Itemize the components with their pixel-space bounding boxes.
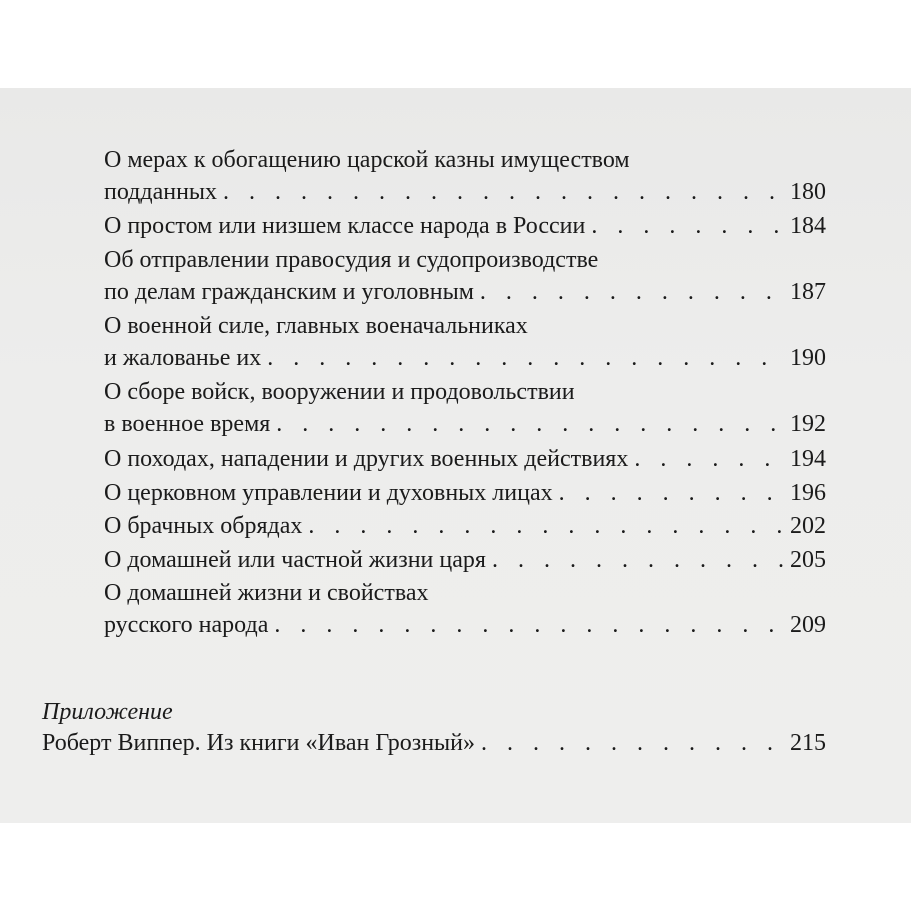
toc-page-number: 190 xyxy=(790,345,826,371)
toc-entry-line: О домашней жизни и свойствах xyxy=(104,580,429,606)
toc-entry-leader xyxy=(104,176,826,208)
dot-leader xyxy=(475,730,786,757)
toc-entry-leader xyxy=(104,477,826,509)
dot-leader xyxy=(217,176,786,208)
toc-entry xyxy=(104,443,826,475)
toc-entry-title: О походах, нападении и других военных действиях xyxy=(104,446,629,472)
toc-page-number: 202 xyxy=(790,513,826,539)
toc-page-number: 184 xyxy=(790,213,826,239)
toc-entry xyxy=(104,510,826,542)
toc-entry-leader xyxy=(42,730,826,762)
toc-entry-title: О брачных обрядах xyxy=(104,513,303,539)
dot-leader xyxy=(302,510,786,542)
toc-page-number: 215 xyxy=(790,730,826,756)
dot-leader xyxy=(585,210,786,242)
dot-leader xyxy=(486,544,786,576)
toc-entry-leader xyxy=(104,408,826,440)
dot-leader xyxy=(474,276,786,308)
toc-page-number: 209 xyxy=(790,612,826,638)
toc-entry-leader xyxy=(104,443,826,475)
toc-entry-title: русского народа xyxy=(104,612,269,638)
toc-entry-title: О церковном управлении и духовных лицах xyxy=(104,480,553,506)
toc-page-number: 192 xyxy=(790,411,826,437)
toc-entry xyxy=(104,376,826,440)
toc-entry-title: Роберт Виппер. Из книги «Иван Грозный» xyxy=(42,730,476,756)
dot-leader xyxy=(270,408,786,440)
toc-entry-title: О простом или низшем классе народа в России xyxy=(104,213,586,239)
toc-page-number: 196 xyxy=(790,480,826,506)
toc-entry xyxy=(104,244,826,308)
toc-entry xyxy=(104,477,826,509)
toc-entry-leader xyxy=(104,510,826,542)
toc-entry-line: Об отправлении правосудия и судопроизводстве xyxy=(104,247,599,273)
toc-entry-leader xyxy=(104,276,826,308)
toc-page-number: 205 xyxy=(790,547,826,573)
appendix-heading: Приложение xyxy=(42,699,173,725)
toc-entry-line: О сборе войск, вооружении и продовольствии xyxy=(104,379,575,405)
toc-entry-line: О мерах к обогащению царской казны имуществом xyxy=(104,147,630,173)
toc-entry-title: в военное время xyxy=(104,411,271,437)
toc-entry xyxy=(104,310,826,374)
dot-leader xyxy=(628,443,786,475)
toc-entry-leader xyxy=(104,342,826,374)
dot-leader xyxy=(261,342,786,374)
appendix-entry xyxy=(42,730,826,762)
book-page xyxy=(0,88,911,823)
toc-entry-title: по делам гражданским и уголовным xyxy=(104,279,474,305)
toc-entry xyxy=(104,577,826,641)
toc-page-number: 180 xyxy=(790,179,826,205)
toc-entry-title: и жалованье их xyxy=(104,345,262,371)
toc-page-number: 194 xyxy=(790,446,826,472)
dot-leader xyxy=(268,609,786,641)
toc-entry xyxy=(104,210,826,242)
toc-page-number: 187 xyxy=(790,279,826,305)
toc-entry-leader xyxy=(104,609,826,641)
toc-entry xyxy=(104,544,826,576)
toc-entry-title: подданных xyxy=(104,179,218,205)
dot-leader xyxy=(553,477,786,509)
toc-entry xyxy=(104,144,826,208)
toc-entry-line: О военной силе, главных военачальниках xyxy=(104,313,528,339)
toc-entry-leader xyxy=(104,544,826,576)
toc-entry-title: О домашней или частной жизни царя xyxy=(104,547,486,573)
toc-entry-leader xyxy=(104,210,826,242)
